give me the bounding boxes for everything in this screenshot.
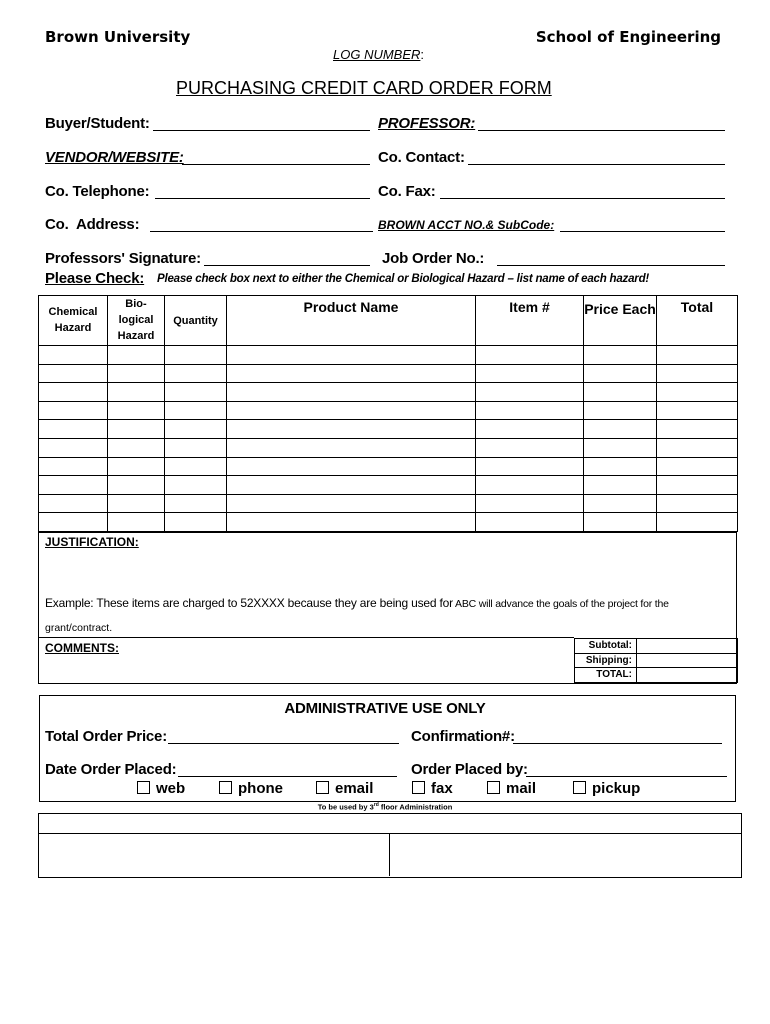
form-title: PURCHASING CREDIT CARD ORDER FORM (176, 78, 552, 98)
admin-footnote-sup: rd (373, 802, 379, 808)
quantity-cell[interactable] (165, 513, 227, 532)
justification-example (45, 596, 669, 610)
bio-cell[interactable] (108, 401, 165, 420)
item-cell[interactable] (476, 438, 584, 457)
prof-signature-label: Professors' Signature: (45, 250, 201, 267)
bio-cell[interactable] (108, 513, 165, 532)
chemical-cell[interactable] (39, 494, 108, 513)
school-name: School of Engineering (535, 28, 721, 46)
price-cell[interactable] (584, 476, 657, 495)
option-web-label: web (156, 780, 186, 797)
product-cell[interactable] (227, 438, 476, 457)
total-value[interactable] (637, 668, 738, 683)
admin-grid-cell-left[interactable] (39, 834, 389, 876)
quantity-cell[interactable] (165, 494, 227, 513)
table-row (39, 457, 738, 476)
header-item-number: Item # (476, 296, 584, 346)
chemical-cell[interactable] (39, 364, 108, 383)
log-number (333, 47, 424, 62)
header-price-each: Price Each (584, 296, 657, 346)
option-email[interactable] (316, 780, 373, 797)
brown-acct-field[interactable] (560, 231, 725, 232)
option-email-label: email (335, 780, 374, 797)
date-order-placed-field[interactable] (178, 776, 397, 777)
order-placed-by-label: Order Placed by: (411, 761, 528, 778)
price-cell[interactable] (584, 383, 657, 402)
chemical-cell[interactable] (39, 346, 108, 365)
option-mail[interactable] (487, 780, 536, 797)
total-cell[interactable] (657, 476, 738, 495)
option-pickup-label: pickup (592, 780, 641, 797)
shipping-label: Shipping: (575, 653, 637, 668)
product-cell[interactable] (227, 494, 476, 513)
product-cell[interactable] (227, 401, 476, 420)
bio-cell[interactable] (108, 476, 165, 495)
option-web[interactable] (137, 780, 185, 797)
order-placed-by-field[interactable] (526, 776, 727, 777)
bio-cell[interactable] (108, 420, 165, 439)
buyer-label: Buyer/Student: (45, 115, 150, 132)
total-cell[interactable] (657, 457, 738, 476)
phone-checkbox[interactable] (219, 781, 232, 794)
table-row (39, 364, 738, 383)
shipping-row (575, 653, 738, 668)
co-address-field[interactable] (150, 231, 373, 232)
price-cell[interactable] (584, 438, 657, 457)
product-cell[interactable] (227, 364, 476, 383)
chemical-cell[interactable] (39, 401, 108, 420)
job-order-field[interactable] (497, 265, 725, 266)
option-phone[interactable] (219, 780, 283, 797)
total-cell[interactable] (657, 513, 738, 532)
professor-field[interactable] (478, 130, 725, 131)
quantity-cell[interactable] (165, 401, 227, 420)
hazard-instruction: Please check box next to either the Chemical or Biological Hazard – list name of each hazard! (157, 273, 650, 285)
price-cell[interactable] (584, 420, 657, 439)
header-product-name: Product Name (227, 296, 476, 346)
price-cell[interactable] (584, 401, 657, 420)
total-cell[interactable] (657, 346, 738, 365)
table-row (39, 401, 738, 420)
co-contact-field[interactable] (468, 164, 725, 165)
justification-example-end: grant/contract. (45, 622, 113, 634)
log-number-label: LOG NUMBER (333, 47, 421, 62)
product-cell[interactable] (227, 420, 476, 439)
bio-cell[interactable] (108, 494, 165, 513)
brown-acct-label: BROWN ACCT NO.& SubCode: (378, 218, 555, 232)
chemical-cell[interactable] (39, 476, 108, 495)
product-cell[interactable] (227, 457, 476, 476)
chemical-cell[interactable] (39, 438, 108, 457)
web-checkbox[interactable] (137, 781, 150, 794)
pickup-checkbox[interactable] (573, 781, 586, 794)
header-total: Total (657, 296, 738, 346)
log-number-colon: : (420, 47, 425, 62)
header-biological-hazard: Bio-logical Hazard (108, 296, 165, 346)
item-cell[interactable] (476, 420, 584, 439)
option-mail-label: mail (506, 780, 537, 797)
item-cell[interactable] (476, 383, 584, 402)
justification-example-tail: ABC will advance the goals of the project for the (452, 598, 669, 610)
total-cell[interactable] (657, 364, 738, 383)
vendor-field[interactable] (182, 164, 370, 165)
items-table (38, 295, 738, 532)
quantity-cell[interactable] (165, 364, 227, 383)
admin-footnote (0, 802, 770, 812)
shipping-value[interactable] (637, 653, 738, 668)
product-cell[interactable] (227, 476, 476, 495)
item-cell[interactable] (476, 513, 584, 532)
totals-table (574, 638, 738, 683)
prof-signature-field[interactable] (204, 265, 370, 266)
bio-cell[interactable] (108, 438, 165, 457)
co-address-label: Co. Address: (45, 216, 140, 233)
bio-cell[interactable] (108, 346, 165, 365)
chemical-cell[interactable] (39, 513, 108, 532)
co-fax-label: Co. Fax: (378, 183, 436, 200)
price-cell[interactable] (584, 346, 657, 365)
confirmation-field[interactable] (513, 743, 722, 744)
option-fax[interactable] (412, 780, 453, 797)
item-cell[interactable] (476, 494, 584, 513)
total-label: TOTAL: (575, 668, 637, 683)
subtotal-label: Subtotal: (575, 639, 637, 654)
total-row (575, 668, 738, 683)
total-cell[interactable] (657, 494, 738, 513)
quantity-cell[interactable] (165, 457, 227, 476)
quantity-cell[interactable] (165, 383, 227, 402)
quantity-cell[interactable] (165, 420, 227, 439)
vendor-label: VENDOR/WEBSITE: (45, 149, 184, 166)
item-cell[interactable] (476, 346, 584, 365)
co-telephone-label: Co. Telephone: (45, 183, 150, 200)
quantity-cell[interactable] (165, 346, 227, 365)
subtotal-value[interactable] (637, 639, 738, 654)
date-order-placed-label: Date Order Placed: (45, 761, 177, 778)
total-cell[interactable] (657, 420, 738, 439)
table-row (39, 420, 738, 439)
chemical-cell[interactable] (39, 457, 108, 476)
co-fax-field[interactable] (440, 198, 725, 199)
subtotal-row (575, 639, 738, 654)
product-cell[interactable] (227, 346, 476, 365)
university-name: Brown University (45, 28, 191, 46)
co-contact-label: Co. Contact: (378, 149, 465, 166)
chemical-cell[interactable] (39, 383, 108, 402)
header-chemical-hazard: Chemical Hazard (39, 296, 108, 346)
please-check-label: Please Check: (45, 270, 145, 287)
table-row (39, 438, 738, 457)
price-cell[interactable] (584, 494, 657, 513)
chemical-cell[interactable] (39, 420, 108, 439)
professor-label: PROFESSOR: (378, 115, 476, 132)
option-fax-label: fax (431, 780, 453, 797)
table-row (39, 383, 738, 402)
justification-label: JUSTIFICATION: (45, 535, 139, 549)
bio-cell[interactable] (108, 383, 165, 402)
product-cell[interactable] (227, 513, 476, 532)
co-telephone-field[interactable] (155, 198, 370, 199)
price-cell[interactable] (584, 457, 657, 476)
fax-checkbox[interactable] (412, 781, 425, 794)
admin-title: ADMINISTRATIVE USE ONLY (284, 700, 486, 717)
buyer-field[interactable] (153, 130, 370, 131)
quantity-cell[interactable] (165, 476, 227, 495)
option-phone-label: phone (238, 780, 283, 797)
justification-example-text: Example: These items are charged to 52XXXX because they are being used for (45, 596, 453, 610)
table-row (39, 494, 738, 513)
item-cell[interactable] (476, 457, 584, 476)
email-checkbox[interactable] (316, 781, 329, 794)
bio-cell[interactable] (108, 364, 165, 383)
product-cell[interactable] (227, 383, 476, 402)
total-order-price-field[interactable] (168, 743, 399, 744)
total-cell[interactable] (657, 438, 738, 457)
table-row (39, 513, 738, 532)
price-cell[interactable] (584, 513, 657, 532)
price-cell[interactable] (584, 364, 657, 383)
justification-divider (38, 637, 574, 638)
job-order-label: Job Order No.: (382, 250, 485, 267)
table-row (39, 476, 738, 495)
table-row (39, 346, 738, 365)
item-cell[interactable] (476, 401, 584, 420)
admin-grid-cell-right[interactable] (390, 834, 740, 876)
total-cell[interactable] (657, 401, 738, 420)
option-pickup[interactable] (573, 780, 640, 797)
header-quantity: Quantity (165, 296, 227, 346)
item-cell[interactable] (476, 364, 584, 383)
mail-checkbox[interactable] (487, 781, 500, 794)
confirmation-label: Confirmation#: (411, 728, 515, 745)
comments-label: COMMENTS: (45, 641, 119, 655)
total-order-price-label: Total Order Price: (45, 728, 167, 745)
admin-footnote-text: To be used by 3 (317, 802, 374, 812)
item-cell[interactable] (476, 476, 584, 495)
bio-cell[interactable] (108, 457, 165, 476)
quantity-cell[interactable] (165, 438, 227, 457)
total-cell[interactable] (657, 383, 738, 402)
admin-footnote-end: floor Administration (378, 802, 453, 812)
